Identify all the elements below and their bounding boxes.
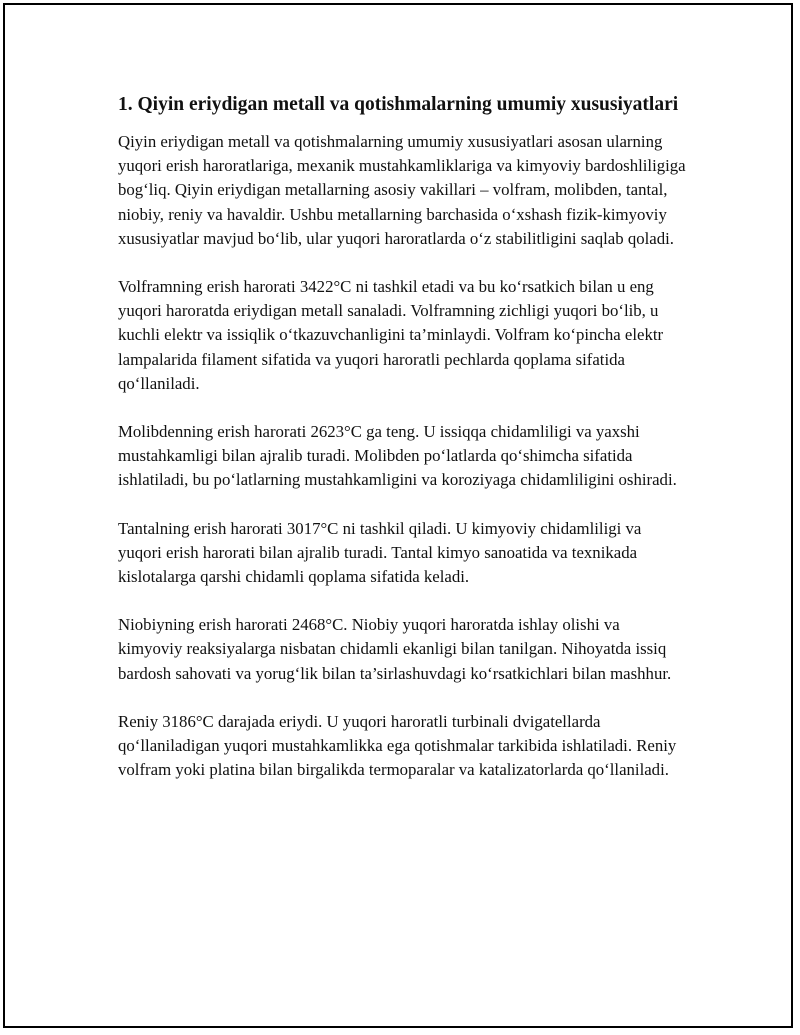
paragraph-tungsten: Volframning erish harorati 3422°C ni tashkil etadi va bu ko‘rsatkich bilan u eng yuqori haroratda eriydigan metall sanaladi. Volframning zichligi yuqori bo‘lib, u kuchli elektr va issiqlik o‘tkazuvchanligini ta’minlaydi. Volfram ko‘pincha elektr lampalarida filament sifatida va yuqori haroratli pechlarda qoplama sifatida qo‘llaniladi. <box>118 277 664 393</box>
paragraph-tantalum: Tantalning erish harorati 3017°C ni tashkil qiladi. U kimyoviy chidamliligi va yuqori erish harorati bilan ajralib turadi. Tantal kimyo sanoatida va texnikada kislotalarga qarshi chidamli qoplama sifatida keladi. <box>118 518 642 587</box>
paragraph-intro: Qiyin eriydigan metall va qotishmalarning umumiy xususiyatlari asosan ularning yuqori erish haroratlariga, mexanik mustahkamliklariga va kimyoviy bardoshliligiga bog‘liq. Qiyin eriydigan metallarning asosiy vakillari – volfram, molibden, tantal, niobiy, reniy va havaldir. Ushbu metallarning barchasida o‘xshash fizik-kimyoviy xususiyatlar mavjud bo‘lib, ular yuqori haroratlarda o‘z stabilitligini saqlab qoladi. <box>118 132 686 248</box>
document-body <box>118 92 688 806</box>
paragraph-molybdenum: Molibdenning erish harorati 2623°C ga teng. U issiqqa chidamliligi va yaxshi mustahkamligi bilan ajralib turadi. Molibden po‘latlarda qo‘shimcha sifatida ishlatiladi, bu po‘latlarning mustahkamligini va koroziyaga chidamliligini oshiradi. <box>118 422 677 490</box>
section-title: 1. Qiyin eriydigan metall va qotishmalarning umumiy xususiyatlari <box>118 94 679 115</box>
paragraph-rhenium: Reniy 3186°C darajada eriydi. U yuqori haroratli turbinali dvigatellarda qo‘llaniladigan yuqori mustahkamlikka ega qotishmalar tarkibida ishlatiladi. Reniy volfram yoki platina bilan birgalikda termoparalar va katalizatorlarda qo‘llaniladi. <box>118 711 677 780</box>
paragraph-niobium: Niobiyning erish harorati 2468°C. Niobiy yuqori haroratda ishlay olishi va kimyoviy reaksiyalarga nisbatan chidamli ekanligi bilan tanilgan. Nihoyatda issiq bardosh sahovati va yorug‘lik bilan ta’sirlashuvdagi ko‘rsatkichlari bilan mashhur. <box>118 615 672 683</box>
